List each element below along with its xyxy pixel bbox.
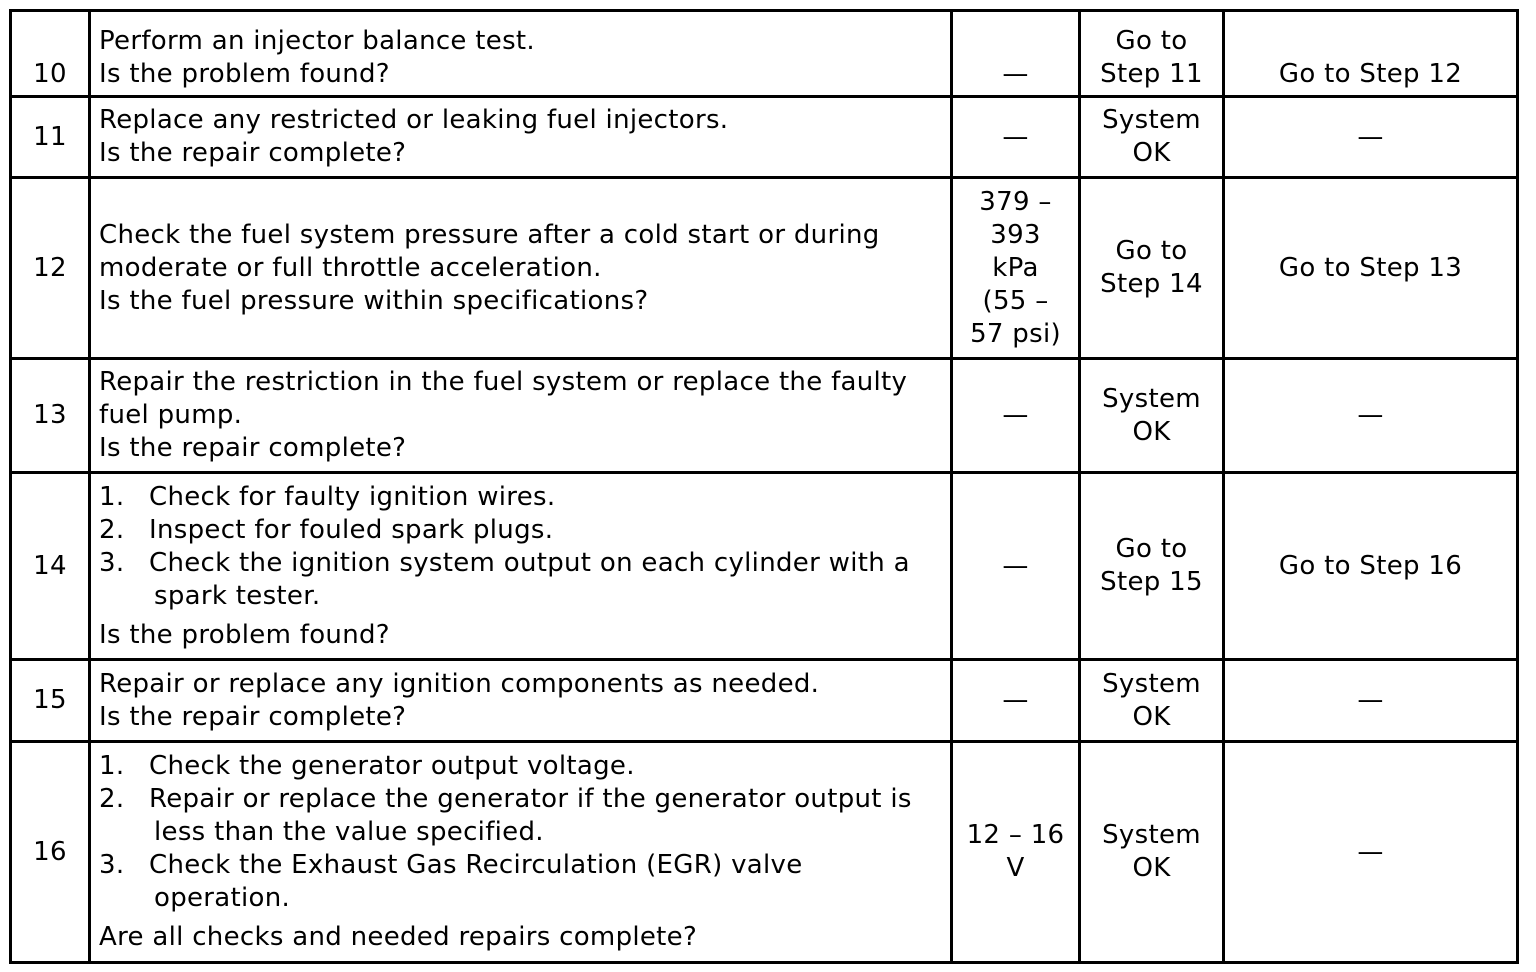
action-text: Replace any restricted or leaking fuel injectors. bbox=[99, 105, 729, 135]
list-item-text: Check the ignition system output on each cylinder with a bbox=[149, 547, 910, 578]
action-text: Repair the restriction in the fuel system or replace the faulty bbox=[99, 367, 908, 397]
list-item-number: 2. bbox=[99, 784, 125, 814]
action-text: moderate or full throttle acceleration. bbox=[99, 252, 602, 283]
action-cell bbox=[90, 178, 952, 359]
yes-line: System bbox=[1102, 668, 1201, 699]
action-text: Check the fuel system pressure after a cold start or during bbox=[99, 219, 880, 250]
value-line: kPa bbox=[992, 252, 1039, 283]
list-item bbox=[99, 849, 944, 882]
no-cell: — bbox=[1224, 97, 1518, 178]
value-cell bbox=[952, 178, 1080, 359]
list-item bbox=[99, 481, 944, 514]
yes-line: Step 15 bbox=[1100, 567, 1203, 597]
yes-cell bbox=[1080, 660, 1224, 742]
step-number: 12 bbox=[11, 178, 90, 359]
yes-line: OK bbox=[1132, 416, 1171, 447]
list-item-text: Repair or replace the generator if the generator output is bbox=[149, 784, 912, 814]
yes-line: Step 11 bbox=[1100, 59, 1203, 89]
action-question: Is the repair complete? bbox=[99, 433, 407, 463]
action-cell bbox=[90, 359, 952, 473]
diagnostic-table bbox=[9, 9, 1519, 964]
list-item-text: Check the Exhaust Gas Recirculation (EGR) valve bbox=[149, 850, 803, 880]
no-cell: — bbox=[1224, 742, 1518, 963]
value-cell: — bbox=[952, 359, 1080, 473]
table-row bbox=[11, 742, 1518, 963]
list-item-number: 3. bbox=[99, 547, 125, 578]
yes-cell bbox=[1080, 178, 1224, 359]
yes-line: Go to bbox=[1115, 26, 1188, 56]
list-item-number: 2. bbox=[99, 514, 125, 545]
list-item-text: Inspect for fouled spark plugs. bbox=[149, 514, 554, 545]
yes-cell bbox=[1080, 11, 1224, 97]
value-cell: — bbox=[952, 97, 1080, 178]
value-line: (55 – bbox=[982, 285, 1049, 316]
list-item-number: 3. bbox=[99, 850, 125, 880]
action-cell bbox=[90, 660, 952, 742]
yes-line: OK bbox=[1132, 853, 1171, 883]
list-item-text: Check the generator output voltage. bbox=[149, 751, 635, 781]
yes-line: OK bbox=[1132, 701, 1171, 732]
list-item bbox=[99, 514, 944, 547]
action-cell bbox=[90, 742, 952, 963]
yes-line: System bbox=[1102, 105, 1201, 135]
table-row bbox=[11, 178, 1518, 359]
step-number: 10 bbox=[11, 11, 90, 97]
yes-cell bbox=[1080, 742, 1224, 963]
value-cell: — bbox=[952, 11, 1080, 97]
action-text: Repair or replace any ignition components as needed. bbox=[99, 668, 820, 699]
step-number: 11 bbox=[11, 97, 90, 178]
value-line: 12 – 16 bbox=[966, 820, 1065, 850]
list-item bbox=[99, 750, 944, 783]
step-number: 15 bbox=[11, 660, 90, 742]
value-line: 393 bbox=[990, 219, 1041, 250]
no-cell: Go to Step 12 bbox=[1224, 11, 1518, 97]
list-item bbox=[99, 547, 944, 580]
table-row bbox=[11, 660, 1518, 742]
yes-cell bbox=[1080, 97, 1224, 178]
table-row bbox=[11, 11, 1518, 97]
yes-line: System bbox=[1102, 383, 1201, 414]
table-row bbox=[11, 473, 1518, 660]
action-question: Is the problem found? bbox=[99, 619, 390, 650]
action-text: fuel pump. bbox=[99, 400, 243, 430]
list-item-continuation: spark tester. bbox=[154, 580, 321, 611]
yes-line: System bbox=[1102, 820, 1201, 850]
no-cell: Go to Step 16 bbox=[1224, 473, 1518, 660]
value-cell bbox=[952, 742, 1080, 963]
list-item-number: 1. bbox=[99, 481, 125, 512]
yes-line: Go to bbox=[1115, 534, 1188, 564]
action-question: Is the repair complete? bbox=[99, 138, 407, 168]
action-cell bbox=[90, 11, 952, 97]
action-cell bbox=[90, 473, 952, 660]
no-cell: Go to Step 13 bbox=[1224, 178, 1518, 359]
step-number: 14 bbox=[11, 473, 90, 660]
action-cell bbox=[90, 97, 952, 178]
step-number: 16 bbox=[11, 742, 90, 963]
yes-line: Step 14 bbox=[1100, 269, 1203, 299]
no-cell: — bbox=[1224, 660, 1518, 742]
value-line: 379 – bbox=[979, 186, 1052, 217]
list-item-number: 1. bbox=[99, 751, 125, 781]
step-number: 13 bbox=[11, 359, 90, 473]
value-line: V bbox=[1006, 853, 1025, 883]
table-row bbox=[11, 97, 1518, 178]
list-item-text: Check for faulty ignition wires. bbox=[149, 481, 556, 512]
action-question: Is the repair complete? bbox=[99, 701, 407, 732]
yes-line: Go to bbox=[1115, 236, 1188, 266]
action-question: Is the fuel pressure within specifications? bbox=[99, 285, 649, 316]
list-item-continuation: less than the value specified. bbox=[154, 817, 544, 847]
action-text: Perform an injector balance test. bbox=[99, 26, 535, 56]
list-item-continuation: operation. bbox=[154, 883, 291, 913]
value-cell: — bbox=[952, 660, 1080, 742]
no-cell: — bbox=[1224, 359, 1518, 473]
yes-line: OK bbox=[1132, 138, 1171, 168]
table-row bbox=[11, 359, 1518, 473]
value-cell: — bbox=[952, 473, 1080, 660]
action-question: Is the problem found? bbox=[99, 59, 390, 89]
yes-cell bbox=[1080, 473, 1224, 660]
value-line: 57 psi) bbox=[970, 318, 1061, 349]
action-question: Are all checks and needed repairs complete? bbox=[99, 922, 698, 952]
yes-cell bbox=[1080, 359, 1224, 473]
list-item bbox=[99, 783, 944, 816]
